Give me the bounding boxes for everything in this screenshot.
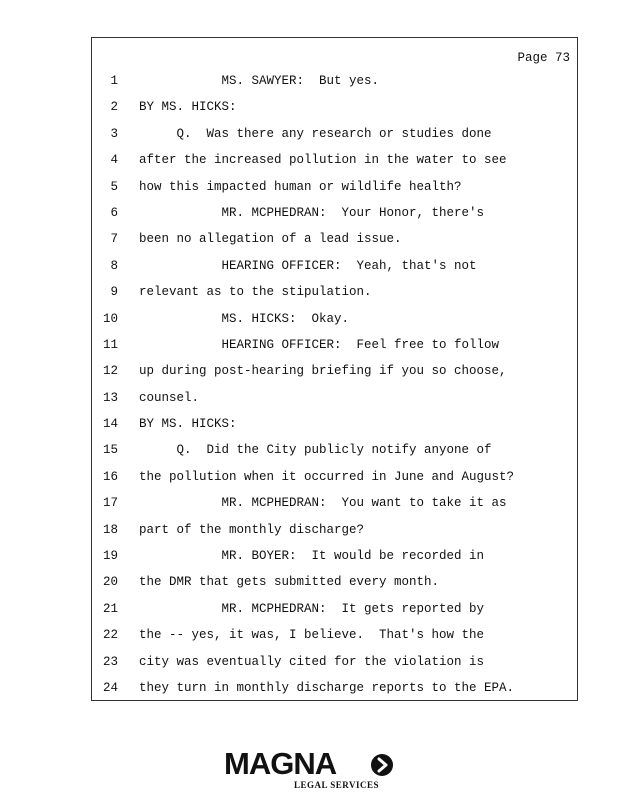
line-number: 9 — [110, 285, 118, 300]
transcript-line — [92, 654, 577, 680]
line-text: up during post-hearing briefing if you so choose, — [139, 364, 507, 379]
line-text: BY MS. HICKS: — [139, 100, 237, 115]
page-number: Page 73 — [517, 51, 570, 65]
line-number: 7 — [110, 232, 118, 247]
chevron-right-icon — [371, 754, 393, 776]
transcript-line — [92, 179, 577, 205]
line-text: the pollution when it occurred in June and August? — [139, 469, 515, 484]
line-text: MR. BOYER: It would be recorded in — [139, 549, 485, 564]
line-text: the -- yes, it was, I believe. That's how the — [139, 628, 485, 643]
transcript-line — [92, 337, 577, 363]
line-text: HEARING OFFICER: Feel free to follow — [139, 337, 500, 352]
line-number: 12 — [102, 364, 118, 379]
transcript-line — [92, 258, 577, 284]
magna-logo — [224, 746, 396, 794]
line-number: 4 — [110, 153, 118, 168]
line-text: MR. MCPHEDRAN: You want to take it as — [139, 496, 507, 511]
line-number: 16 — [102, 469, 118, 484]
transcript-line — [92, 548, 577, 574]
transcript-line — [92, 152, 577, 178]
line-text: BY MS. HICKS: — [139, 417, 237, 432]
transcript-line — [92, 495, 577, 521]
line-number: 17 — [102, 496, 118, 511]
transcript-line — [92, 284, 577, 310]
line-number: 21 — [102, 601, 118, 616]
line-text: relevant as to the stipulation. — [139, 285, 372, 300]
line-number: 14 — [102, 417, 118, 432]
transcript-line — [92, 442, 577, 468]
transcript-line — [92, 390, 577, 416]
line-number: 2 — [110, 100, 118, 115]
line-number: 23 — [102, 654, 118, 669]
line-number: 15 — [102, 443, 118, 458]
transcript-line — [92, 231, 577, 257]
line-text: MR. MCPHEDRAN: It gets reported by — [139, 601, 485, 616]
transcript-line — [92, 205, 577, 231]
line-number: 3 — [110, 126, 118, 141]
line-number: 6 — [110, 205, 118, 220]
transcript-line — [92, 99, 577, 125]
transcript-line — [92, 73, 577, 99]
line-text: city was eventually cited for the violation is — [139, 654, 485, 669]
line-number: 20 — [102, 575, 118, 590]
line-number: 13 — [102, 390, 118, 405]
line-text: MS. HICKS: Okay. — [139, 311, 350, 326]
logo-subtitle: LEGAL SERVICES — [294, 780, 379, 790]
transcript-page — [91, 37, 578, 701]
line-number: 18 — [102, 522, 118, 537]
line-text: Q. Did the City publicly notify anyone of — [139, 443, 492, 458]
transcript-line — [92, 416, 577, 442]
line-number: 5 — [110, 179, 118, 194]
line-number: 22 — [102, 628, 118, 643]
line-text: part of the monthly discharge? — [139, 522, 365, 537]
line-text: been no allegation of a lead issue. — [139, 232, 402, 247]
transcript-line — [92, 627, 577, 653]
transcript-lines — [92, 73, 577, 706]
line-text: MS. SAWYER: But yes. — [139, 74, 380, 88]
line-number: 1 — [110, 74, 118, 88]
transcript-line — [92, 574, 577, 600]
line-number: 8 — [110, 258, 118, 273]
transcript-line — [92, 469, 577, 495]
transcript-line — [92, 680, 577, 706]
transcript-line — [92, 126, 577, 152]
line-number: 24 — [102, 680, 118, 695]
transcript-line — [92, 601, 577, 627]
line-text: how this impacted human or wildlife health? — [139, 179, 462, 194]
line-number: 10 — [102, 311, 118, 326]
line-text: HEARING OFFICER: Yeah, that's not — [139, 258, 477, 273]
transcript-line — [92, 311, 577, 337]
line-text: they turn in monthly discharge reports to the EPA. — [139, 680, 515, 695]
line-text: counsel. — [139, 390, 200, 405]
line-text: MR. MCPHEDRAN: Your Honor, there's — [139, 205, 485, 220]
line-text: the DMR that gets submitted every month. — [139, 575, 440, 590]
transcript-line — [92, 363, 577, 389]
line-text: after the increased pollution in the water to see — [139, 153, 507, 168]
transcript-line — [92, 522, 577, 548]
logo-wordmark: MAGNA — [224, 746, 337, 781]
line-number: 11 — [102, 337, 118, 352]
line-text: Q. Was there any research or studies done — [139, 126, 492, 141]
line-number: 19 — [102, 549, 118, 564]
